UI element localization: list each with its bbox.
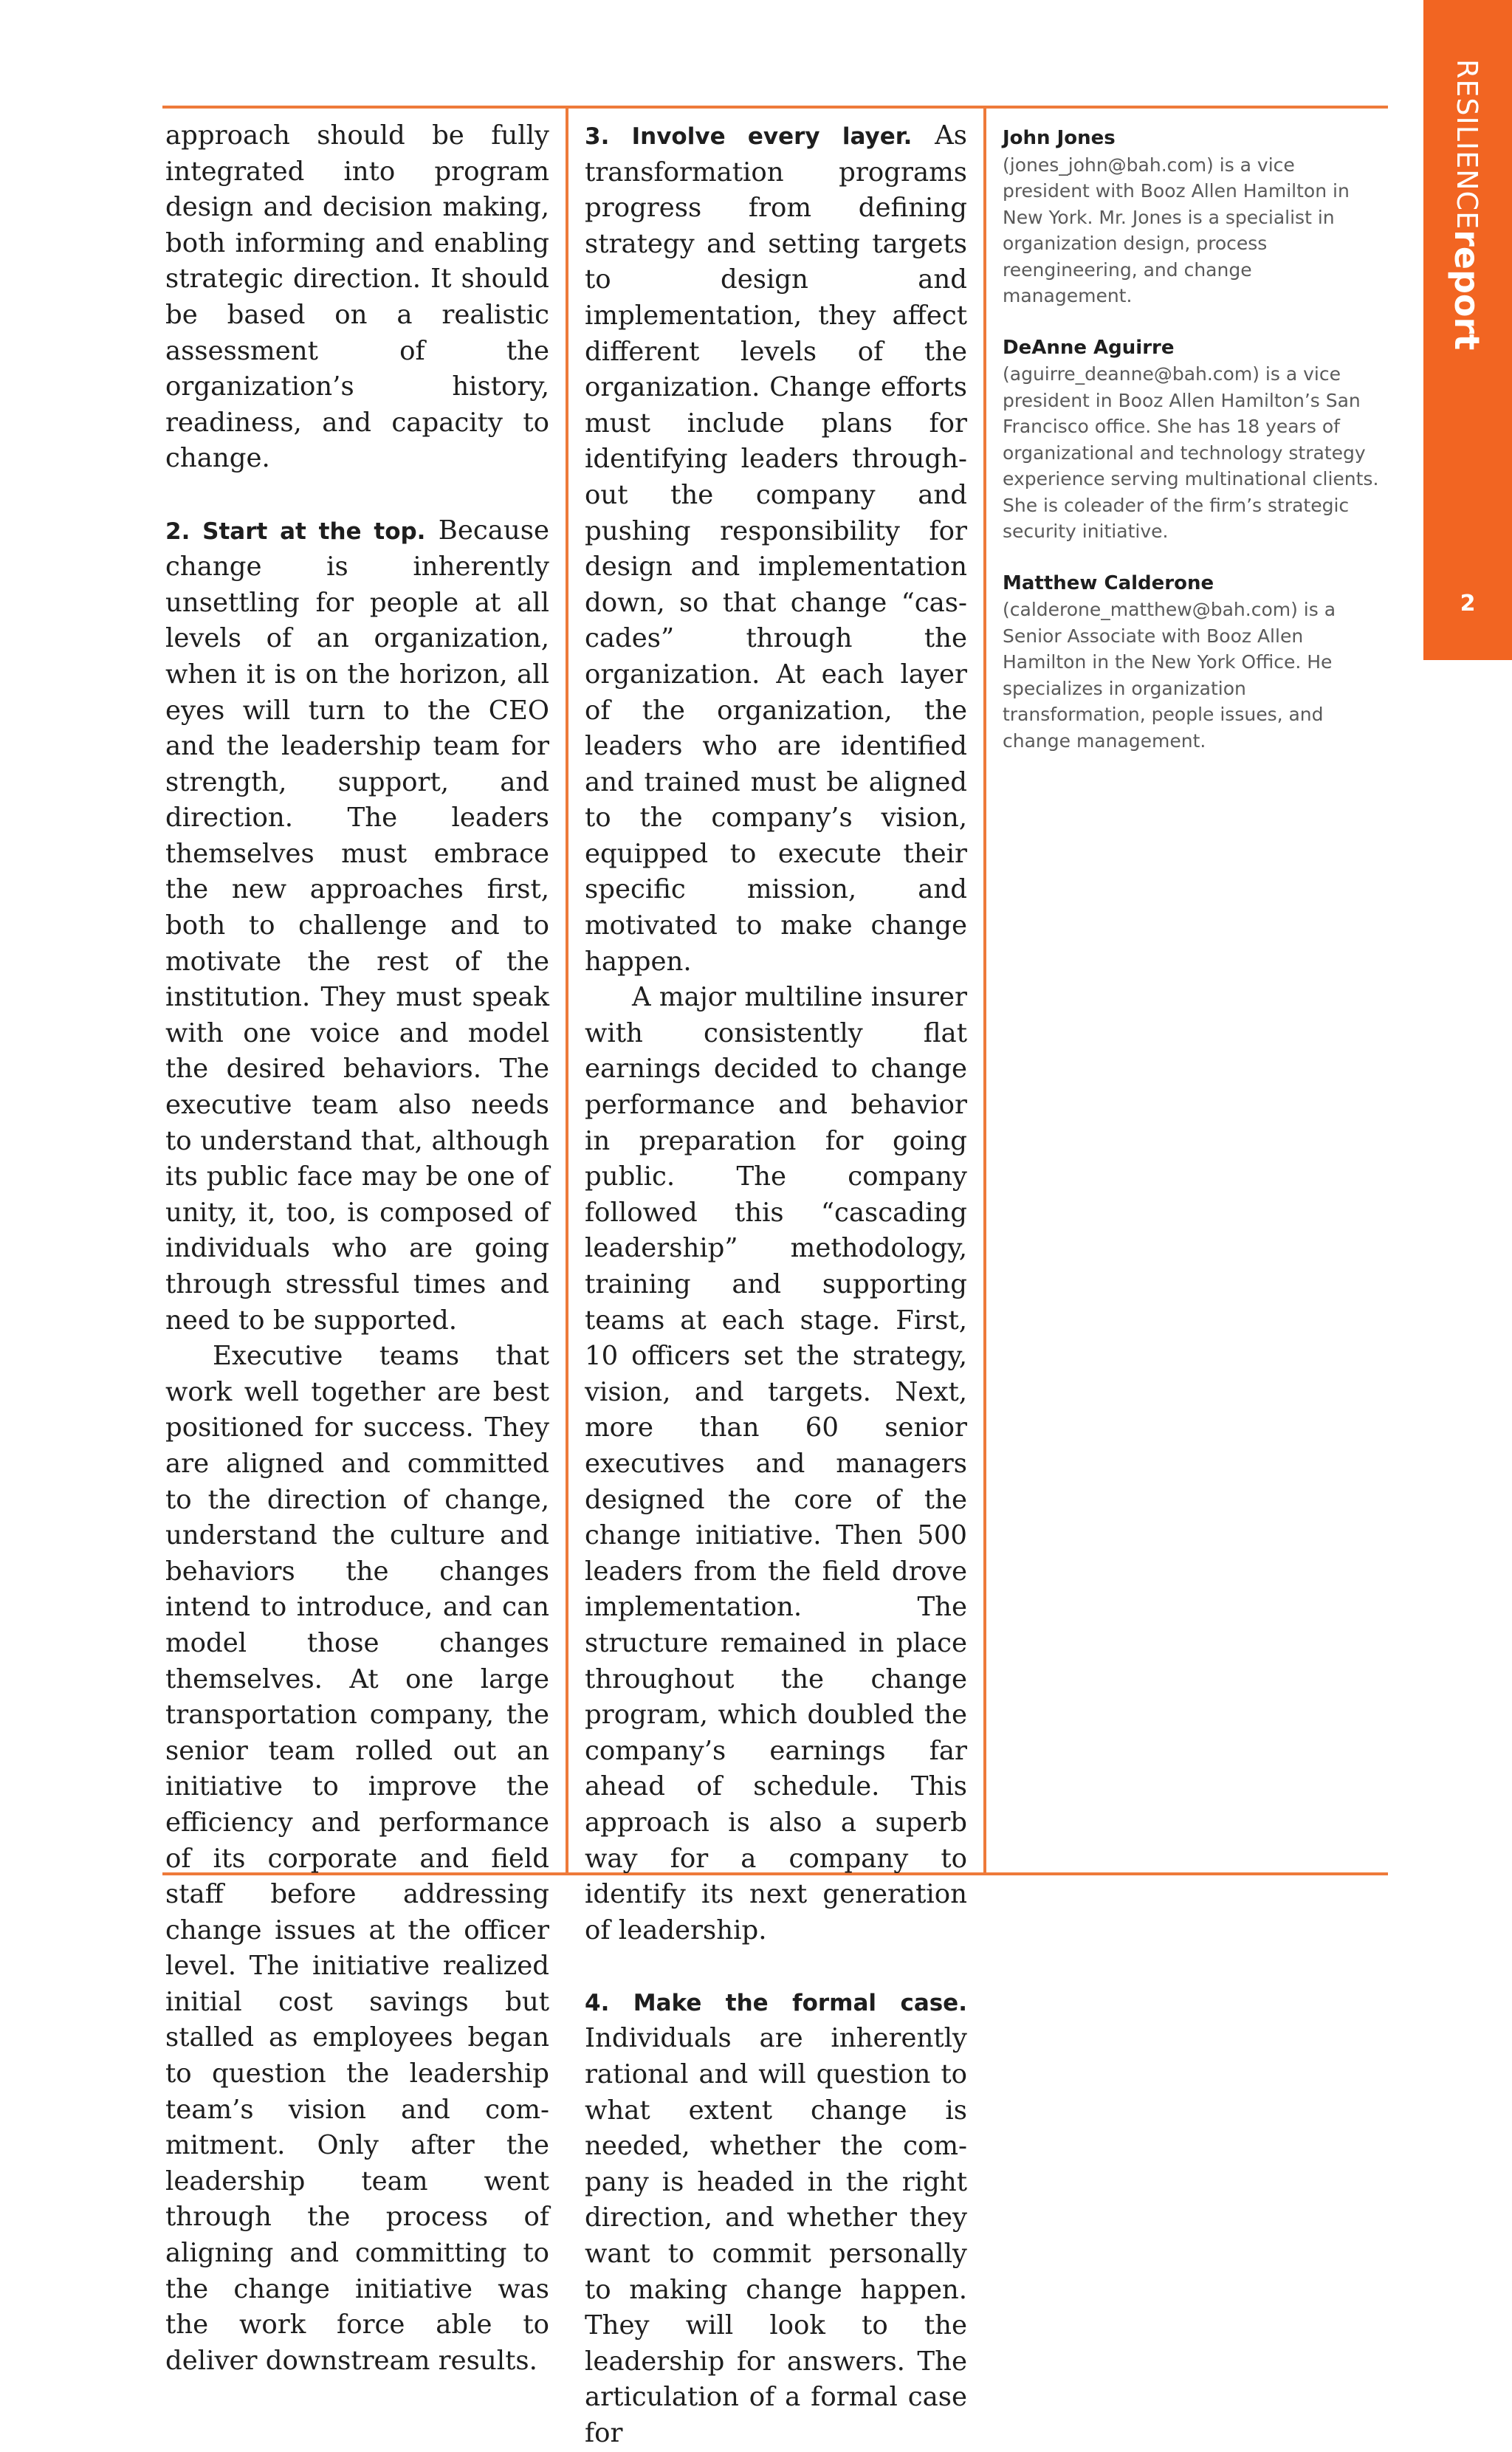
section-title	[1426, 59, 1508, 354]
author-name: DeAnne Aguirre	[1003, 336, 1175, 359]
author-name: Matthew Calderone	[1003, 571, 1214, 594]
section-title-bold: report	[1447, 230, 1487, 351]
author-name: John Jones	[1003, 127, 1116, 149]
body-paragraph	[165, 513, 549, 1339]
top-rule	[162, 106, 1388, 109]
body-paragraph: Executive teams that work well together are best positioned for success. They are aligned and committed to the direction of change, understand the culture and behaviors the changes intend to introduce, and can model those changes themselves. At one large transportation company, the senior team rolled out an initiative to improve the efficiency and performance of its corporate and field staff before addressing change issues at the officer level. The initiative realized initial cost savings but stalled as employees began to question the leadership team’s vision and commitment. Only after the leadership team went through the process of aligning and committing to the change initiative was the work force able to deliver downstream results.	[165, 1341, 549, 2376]
article-column-1	[165, 118, 549, 2379]
column-divider	[983, 106, 986, 1875]
author-bios	[1003, 126, 1386, 780]
author-bio	[1003, 126, 1386, 309]
body-text: As transformation programs progress from defining strategy and setting targets to design and implementation, they affect different levels of the organization. Change efforts must include plans for identifying leaders throughout the company and pushing responsibility for design and implementation down, so that change “cascades” through the organization. At each layer of the organization, the leaders who are identified and trained must be aligned to the company’s vision, equipped to execute their specific mission, and motivated to make change happen.	[585, 120, 967, 977]
body-paragraph: A major multiline insurer with consistently flat earnings decided to change performance and behavior in preparation for going public. The company followed this “cascading leadership” methodology, training and supporting teams at each stage. First, 10 officers set the strategy, vision, and targets. Next, more than 60 senior executives and managers designed the core of the change initiative. Then 500 leaders from the field drove implementation. The structure remained in place throughout the change program, which doubled the company’s earnings far ahead of schedule. This approach is also a superb way for a company to identify its next generation of leadership.	[585, 982, 967, 1946]
author-bio	[1003, 335, 1386, 545]
page-number: 2	[1460, 591, 1476, 617]
article-column-2	[585, 118, 967, 2452]
section-heading: 4. Make the formal case.	[585, 1989, 967, 2016]
author-description: (jones_john@bah.com) is a vice president with Booz Allen Hamilton in New York. Mr. Jones is a specialist in organization design, process reengineering, and change management.	[1003, 154, 1350, 306]
body-paragraph: approach should be fully integrated into program design and decision making, both informing and enabling strategic direction. It should be based on a realistic assessment of the organization’s history, readiness, and capacity to change.	[165, 120, 549, 474]
section-heading: 3. Involve every layer.	[585, 123, 913, 150]
author-description: (aguirre_deanne@bah.com) is a vice president in Booz Allen Hamilton’s San Francisco office. She has 18 years of organizational and technology strategy experience serving multinational clients. She is coleader of the firm’s strategic security initiative.	[1003, 363, 1379, 542]
section-heading: 2. Start at the top.	[165, 518, 426, 545]
body-text: Individuals are inherently rational and will question to what extent change is needed, whether the company is headed in the right direction, and whether they want to commit personally to making change happen. They will look to the leadership for answers. The articulation of a formal case for	[585, 2023, 967, 2448]
author-description: (calderone_matthew@bah.com) is a Senior Associate with Booz Allen Hamilton in the New York Office. He specializes in organization transformation, people issues, and change management.	[1003, 599, 1336, 752]
body-text: Because change is inherently unsettling for people at all levels of an organization, when it is on the horizon, all eyes will turn to the CEO and the leadership team for strength, support, and direction. The leaders themselves must embrace the new approaches first, both to challenge and to motivate the rest of the institution. They must speak with one voice and model the desired behaviors. The executive team also needs to understand that, although its public face may be one of unity, it, too, is composed of individuals who are going through stressful times and need to be supported.	[165, 515, 549, 1336]
body-paragraph	[585, 118, 967, 980]
author-bio	[1003, 571, 1386, 755]
column-divider	[566, 106, 568, 1875]
body-paragraph	[585, 1985, 967, 2452]
section-title-light: RESILIENCE	[1451, 59, 1483, 230]
